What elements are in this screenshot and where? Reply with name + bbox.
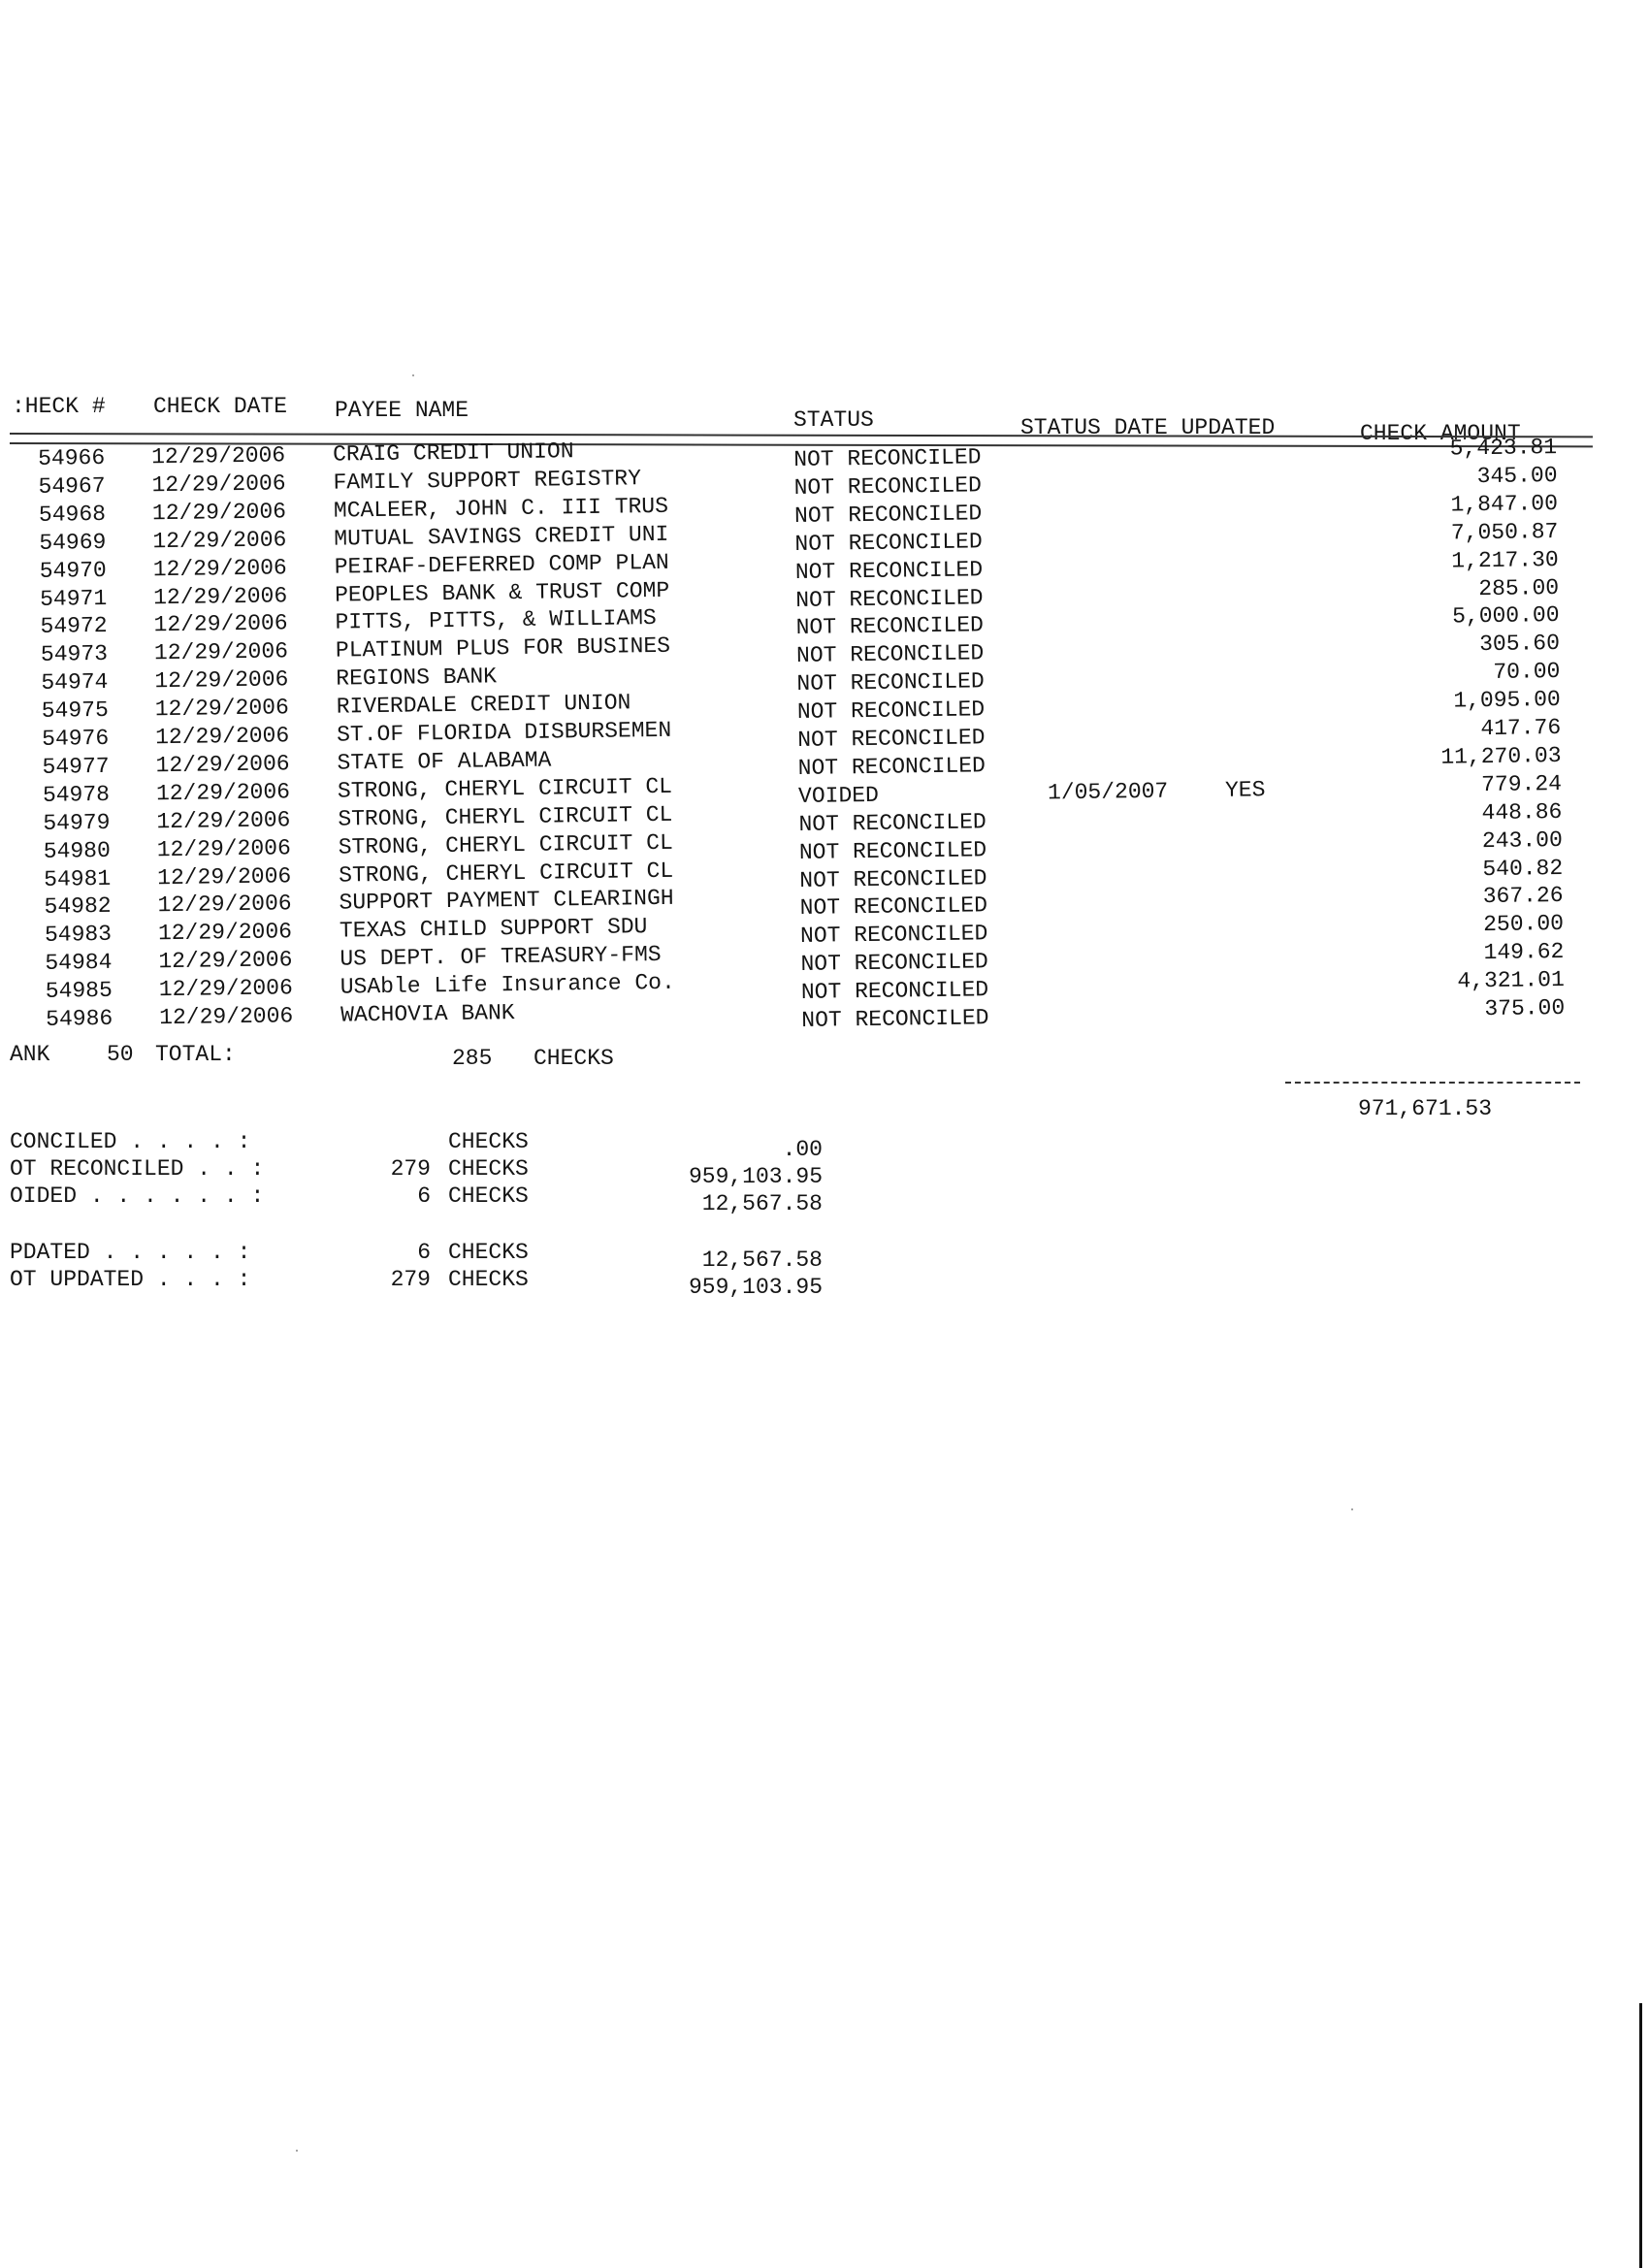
payee-name: STATE OF ALABAMA [337, 747, 552, 776]
check-amount: 5,000.00 [1451, 602, 1560, 630]
check-amount: 540.82 [1482, 855, 1564, 882]
status-date: 1/05/2007 [1047, 778, 1169, 806]
payee-name: US DEPT. OF TREASURY-FMS [340, 942, 662, 972]
header-status-date-updated: STATUS DATE UPDATED [1020, 415, 1276, 440]
total-dash-rule [1285, 1082, 1580, 1084]
check-number: 54975 [41, 697, 109, 724]
check-amount: 7,050.87 [1450, 518, 1559, 546]
check-date: 12/29/2006 [158, 975, 294, 1003]
payee-name: WACHOVIA BANK [340, 1000, 515, 1028]
check-number: 54982 [44, 893, 112, 921]
check-status: NOT RECONCILED [796, 668, 985, 697]
check-amount: 285.00 [1478, 574, 1560, 601]
check-date: 12/29/2006 [157, 891, 292, 919]
status-updated: YES [1224, 777, 1266, 803]
check-amount: 345.00 [1476, 462, 1558, 490]
check-number: 54986 [46, 1005, 113, 1032]
check-status: NOT RECONCILED [799, 921, 988, 950]
summary-label: CONCILED . . . . : [10, 1129, 251, 1154]
check-date: 12/29/2006 [151, 499, 287, 527]
check-amount: 243.00 [1481, 826, 1563, 854]
summary-row [0, 1267, 1649, 1300]
check-amount: 70.00 [1493, 659, 1561, 686]
check-amount: 305.60 [1478, 631, 1561, 658]
summary-row [0, 1156, 1649, 1189]
check-number: 54981 [44, 865, 112, 892]
check-date: 12/29/2006 [157, 919, 293, 947]
summary-amount: 959,103.95 [688, 1164, 823, 1189]
payee-name: STRONG, CHERYL CIRCUIT CL [338, 801, 673, 832]
check-amount: 417.76 [1480, 714, 1562, 742]
check-status: NOT RECONCILED [793, 501, 983, 529]
check-amount: 149.62 [1483, 939, 1565, 966]
check-amount: 1,217.30 [1451, 546, 1559, 574]
summary-count: 279 [390, 1156, 431, 1182]
check-number: 54984 [45, 950, 113, 977]
check-number: 54978 [42, 781, 111, 808]
check-status: NOT RECONCILED [798, 808, 986, 837]
payee-name: MCALEER, JOHN C. III TRUS [333, 493, 669, 524]
payee-name: USAble Life Insurance Co. [340, 969, 675, 1000]
bank-total-row [0, 1044, 1649, 1073]
summary-label: OT UPDATED . . . : [10, 1267, 251, 1292]
check-date: 12/29/2006 [153, 610, 288, 638]
scan-edge-mark [1639, 2003, 1642, 2268]
summary-amount: 959,103.95 [688, 1275, 823, 1300]
payee-name: PEIRAF-DEFERRED COMP PLAN [334, 549, 669, 580]
summary-count: 279 [390, 1267, 431, 1292]
header-check-number: :HECK # [12, 394, 106, 419]
header-payee-name: PAYEE NAME [335, 398, 469, 423]
summary-label: PDATED . . . . . : [10, 1240, 251, 1265]
check-date: 12/29/2006 [156, 806, 291, 834]
summary-count: 6 [417, 1183, 431, 1209]
check-status: NOT RECONCILED [796, 697, 986, 726]
check-number: 54972 [40, 613, 108, 640]
check-status: NOT RECONCILED [797, 725, 986, 753]
payee-name: RIVERDALE CREDIT UNION [336, 690, 631, 720]
check-rows [0, 426, 1649, 1070]
check-status: NOT RECONCILED [793, 444, 982, 472]
payee-name: STRONG, CHERYL CIRCUIT CL [338, 858, 674, 889]
check-number: 54971 [39, 585, 108, 612]
summary-count: 6 [417, 1240, 431, 1265]
check-number: 54967 [38, 472, 106, 500]
summary-row [0, 1183, 1649, 1216]
bank-total-label: TOTAL: [155, 1042, 236, 1067]
check-date: 12/29/2006 [156, 834, 291, 862]
check-amount: 250.00 [1482, 911, 1565, 938]
payee-name: REGIONS BANK [336, 664, 498, 692]
summary-checks-word: CHECKS [448, 1156, 529, 1182]
bank-total-count-label: CHECKS [534, 1046, 614, 1071]
check-number: 54979 [43, 809, 111, 836]
payee-name: PEOPLES BANK & TRUST COMP [334, 577, 670, 608]
header-check-date: CHECK DATE [153, 394, 288, 419]
check-date: 12/29/2006 [155, 779, 291, 807]
bank-label: ANK [10, 1042, 50, 1067]
scan-speck [412, 374, 414, 376]
payee-name: FAMILY SUPPORT REGISTRY [333, 466, 642, 496]
check-status: NOT RECONCILED [798, 836, 987, 865]
payee-name: ST.OF FLORIDA DISBURSEMEN [336, 717, 672, 748]
check-status: NOT RECONCILED [799, 892, 988, 922]
check-date: 12/29/2006 [154, 695, 289, 723]
scan-speck [1351, 1508, 1353, 1510]
summary-checks-word: CHECKS [448, 1129, 529, 1154]
check-date: 12/29/2006 [154, 666, 289, 695]
check-date: 12/29/2006 [153, 638, 289, 666]
check-date: 12/29/2006 [152, 526, 287, 554]
check-number: 54985 [45, 977, 113, 1004]
payee-name: TEXAS CHILD SUPPORT SDU [339, 914, 648, 944]
check-amount: 375.00 [1484, 994, 1566, 1022]
check-date: 12/29/2006 [150, 442, 286, 470]
summary-label: OIDED . . . . . . : [10, 1183, 265, 1209]
status-summary [0, 1131, 1649, 1306]
check-date: 12/29/2006 [158, 947, 293, 975]
check-number: 54973 [40, 641, 109, 668]
check-date: 12/29/2006 [152, 554, 287, 582]
bank-number: 50 [107, 1042, 134, 1067]
check-status: NOT RECONCILED [801, 1005, 989, 1033]
summary-checks-word: CHECKS [448, 1240, 529, 1265]
check-status: VOIDED [797, 782, 880, 809]
check-number: 54968 [38, 501, 107, 528]
header-check-amount: CHECK AMOUNT [1360, 421, 1521, 446]
check-number: 54966 [37, 444, 106, 471]
payee-name: PLATINUM PLUS FOR BUSINES [335, 633, 671, 664]
check-status: NOT RECONCILED [799, 864, 987, 893]
check-amount: 779.24 [1480, 770, 1563, 797]
payee-name: STRONG, CHERYL CIRCUIT CL [338, 829, 673, 860]
payee-name: MUTUAL SAVINGS CREDIT UNI [334, 521, 669, 552]
check-date: 12/29/2006 [155, 751, 290, 779]
summary-row [0, 1129, 1649, 1162]
check-amount: 1,095.00 [1453, 687, 1561, 714]
payee-name: STRONG, CHERYL CIRCUIT CL [337, 773, 673, 804]
summary-amount: 12,567.58 [701, 1191, 823, 1216]
check-amount: 367.26 [1482, 883, 1564, 910]
check-amount: 448.86 [1481, 798, 1563, 826]
check-number: 54970 [39, 557, 107, 584]
scan-speck [296, 2150, 298, 2152]
check-number: 54983 [44, 922, 113, 949]
check-status: NOT RECONCILED [800, 977, 989, 1006]
check-status: NOT RECONCILED [794, 556, 984, 585]
summary-row [0, 1240, 1649, 1273]
check-date: 12/29/2006 [154, 723, 290, 751]
check-status: NOT RECONCILED [794, 528, 983, 557]
check-number: 54980 [43, 837, 111, 864]
payee-name: PITTS, PITTS, & WILLIAMS [335, 605, 657, 636]
check-status: NOT RECONCILED [793, 472, 983, 501]
check-status: NOT RECONCILED [795, 640, 985, 669]
check-amount: 5,423.81 [1449, 435, 1558, 462]
check-amount: 4,321.01 [1457, 967, 1565, 994]
check-date: 12/29/2006 [151, 470, 286, 499]
header-status: STATUS [793, 407, 874, 433]
payee-name: CRAIG CREDIT UNION [332, 438, 574, 468]
check-date: 12/29/2006 [152, 582, 288, 610]
check-number: 54976 [42, 725, 110, 752]
summary-checks-word: CHECKS [448, 1267, 529, 1292]
check-status: NOT RECONCILED [800, 949, 988, 978]
check-amount: 1,847.00 [1450, 490, 1559, 518]
check-date: 12/29/2006 [159, 1003, 294, 1031]
grand-total-amount: 971,671.53 [1358, 1096, 1493, 1121]
check-number: 54977 [42, 753, 110, 780]
check-amount: 11,270.03 [1440, 742, 1562, 770]
payee-name: SUPPORT PAYMENT CLEARINGH [339, 886, 674, 916]
summary-checks-word: CHECKS [448, 1183, 529, 1209]
check-number: 54969 [39, 529, 107, 556]
check-number: 54974 [41, 669, 109, 697]
summary-label: OT RECONCILED . . : [10, 1156, 265, 1182]
summary-amount: 12,567.58 [701, 1247, 823, 1273]
summary-amount: .00 [782, 1137, 823, 1162]
check-date: 12/29/2006 [157, 862, 292, 891]
check-status: NOT RECONCILED [797, 753, 986, 781]
bank-total-count: 285 [452, 1046, 493, 1071]
check-status: NOT RECONCILED [795, 584, 984, 613]
check-status: NOT RECONCILED [795, 612, 985, 641]
